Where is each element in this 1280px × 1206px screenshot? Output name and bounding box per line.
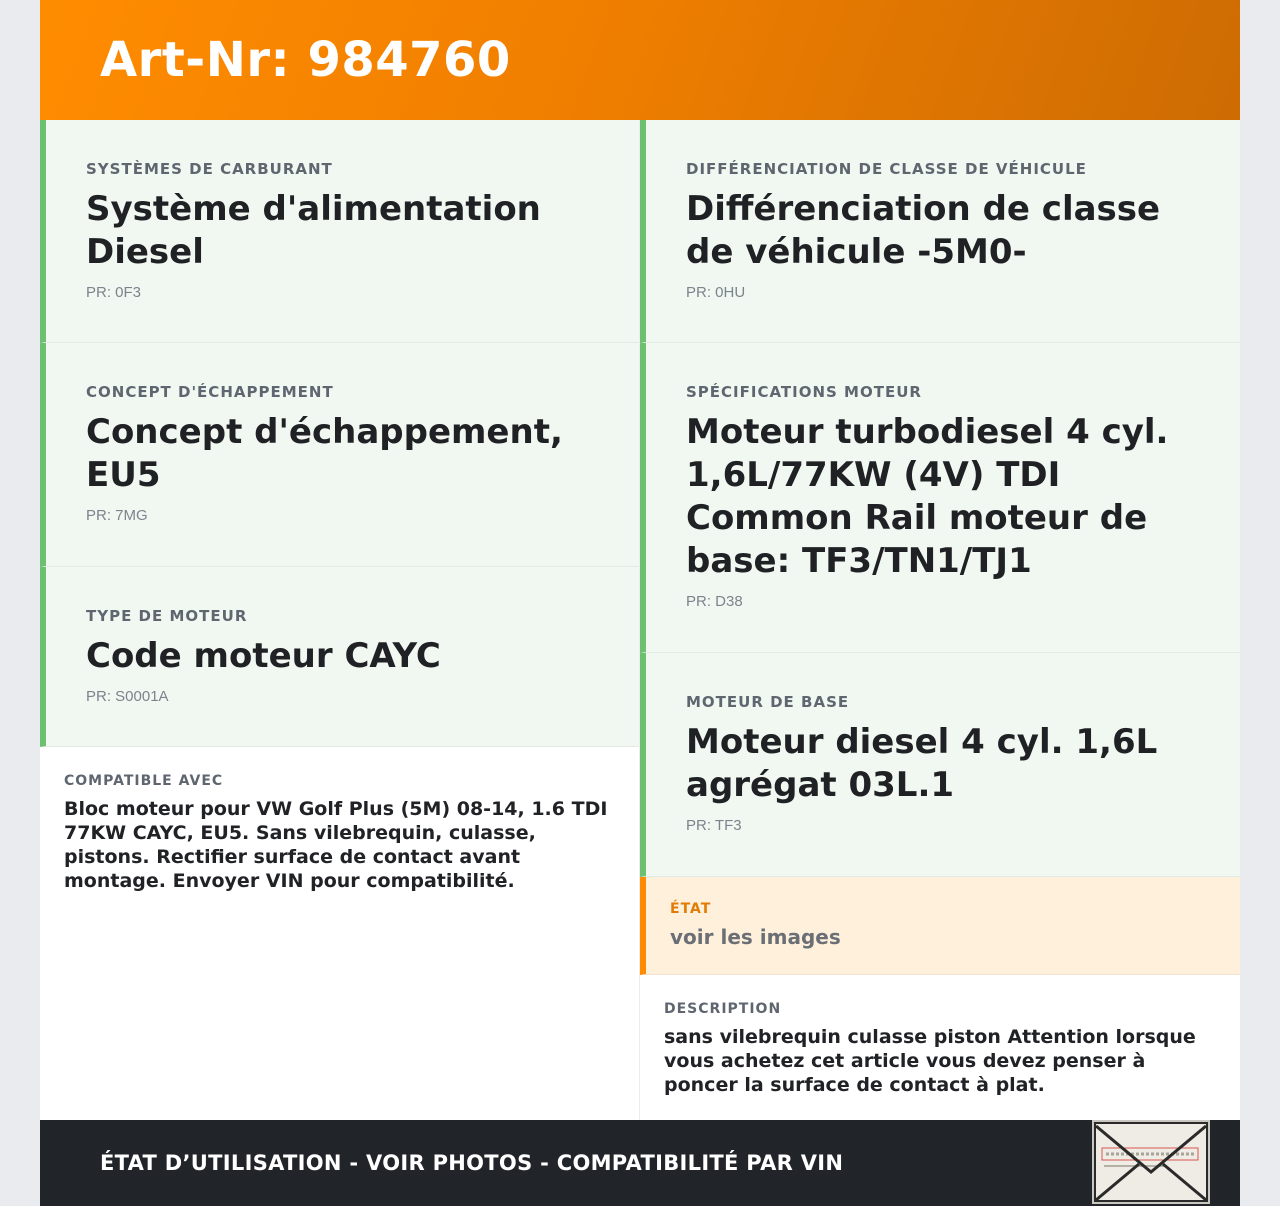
spec-cell-exhaust-concept bbox=[40, 343, 639, 567]
article-number-title: Art-Nr: 984760 bbox=[100, 32, 511, 88]
condition-label: ÉTAT bbox=[670, 901, 712, 917]
spec-cell-vehicle-class bbox=[640, 120, 1240, 343]
spec-cell-engine-type bbox=[40, 567, 639, 747]
compatible-text: Bloc moteur pour VW Golf Plus (5M) 08-14, 1.6 TDI 77KW CAYC, EU5. Sans vilebrequin, culasse, pistons. Rectifier surface de contact avant montage. Envoyer VIN pour compatibilité. bbox=[64, 798, 608, 892]
compatible-label: COMPATIBLE AVEC bbox=[64, 773, 224, 789]
spec-cell-engine-specs bbox=[640, 343, 1240, 653]
spec-value: Système d'alimentation Diesel bbox=[86, 189, 541, 272]
spec-value: Moteur diesel 4 cyl. 1,6L agrégat 03L.1 bbox=[686, 722, 1158, 805]
spec-label: CONCEPT D'ÉCHAPPEMENT bbox=[86, 383, 334, 401]
spec-pr-code: PR: D38 bbox=[686, 593, 743, 610]
spec-grid bbox=[40, 120, 1240, 1120]
spec-cell-fuel-system bbox=[40, 120, 639, 343]
description-section bbox=[640, 975, 1240, 1120]
description-text: sans vilebrequin culasse piston Attention lorsque vous achetez cet article vous devez penser à poncer la surface de contact à plat. bbox=[664, 1026, 1196, 1096]
spec-label: DIFFÉRENCIATION DE CLASSE DE VÉHICULE bbox=[686, 160, 1087, 178]
spec-label: SPÉCIFICATIONS MOTEUR bbox=[686, 383, 922, 401]
description-label: DESCRIPTION bbox=[664, 1001, 782, 1017]
spec-label: TYPE DE MOTEUR bbox=[86, 607, 248, 625]
compatible-section bbox=[40, 747, 639, 1120]
condition-section bbox=[640, 877, 1240, 975]
spec-cell-base-engine bbox=[640, 653, 1240, 877]
left-column bbox=[40, 120, 640, 1120]
footer-slogan: ÉTAT D’UTILISATION - VOIR PHOTOS - COMPATIBILITÉ PAR VIN bbox=[100, 1151, 844, 1175]
footer-bar bbox=[40, 1120, 1240, 1206]
spec-label: SYSTÈMES DE CARBURANT bbox=[86, 160, 333, 178]
spec-label: MOTEUR DE BASE bbox=[686, 693, 850, 711]
right-column bbox=[640, 120, 1240, 1120]
spec-pr-code: PR: 0F3 bbox=[86, 284, 142, 301]
spec-pr-code: PR: 0HU bbox=[686, 284, 746, 301]
spec-value: Code moteur CAYC bbox=[86, 636, 441, 676]
spec-value: Différenciation de classe de véhicule -5M0- bbox=[686, 189, 1161, 272]
spec-value: Moteur turbodiesel 4 cyl. 1,6L/77KW (4V) TDI Common Rail moteur de base: TF3/TN1/TJ1 bbox=[686, 412, 1169, 581]
spec-pr-code: PR: S0001A bbox=[86, 688, 169, 705]
spec-pr-code: PR: 7MG bbox=[86, 507, 148, 524]
spec-pr-code: PR: TF3 bbox=[686, 817, 742, 834]
envelope-icon[interactable] bbox=[1092, 1120, 1210, 1204]
view-images-link[interactable]: voir les images bbox=[670, 925, 841, 949]
spec-value: Concept d'échappement, EU5 bbox=[86, 412, 563, 495]
product-page bbox=[40, 0, 1240, 1206]
header-bar bbox=[40, 0, 1240, 120]
